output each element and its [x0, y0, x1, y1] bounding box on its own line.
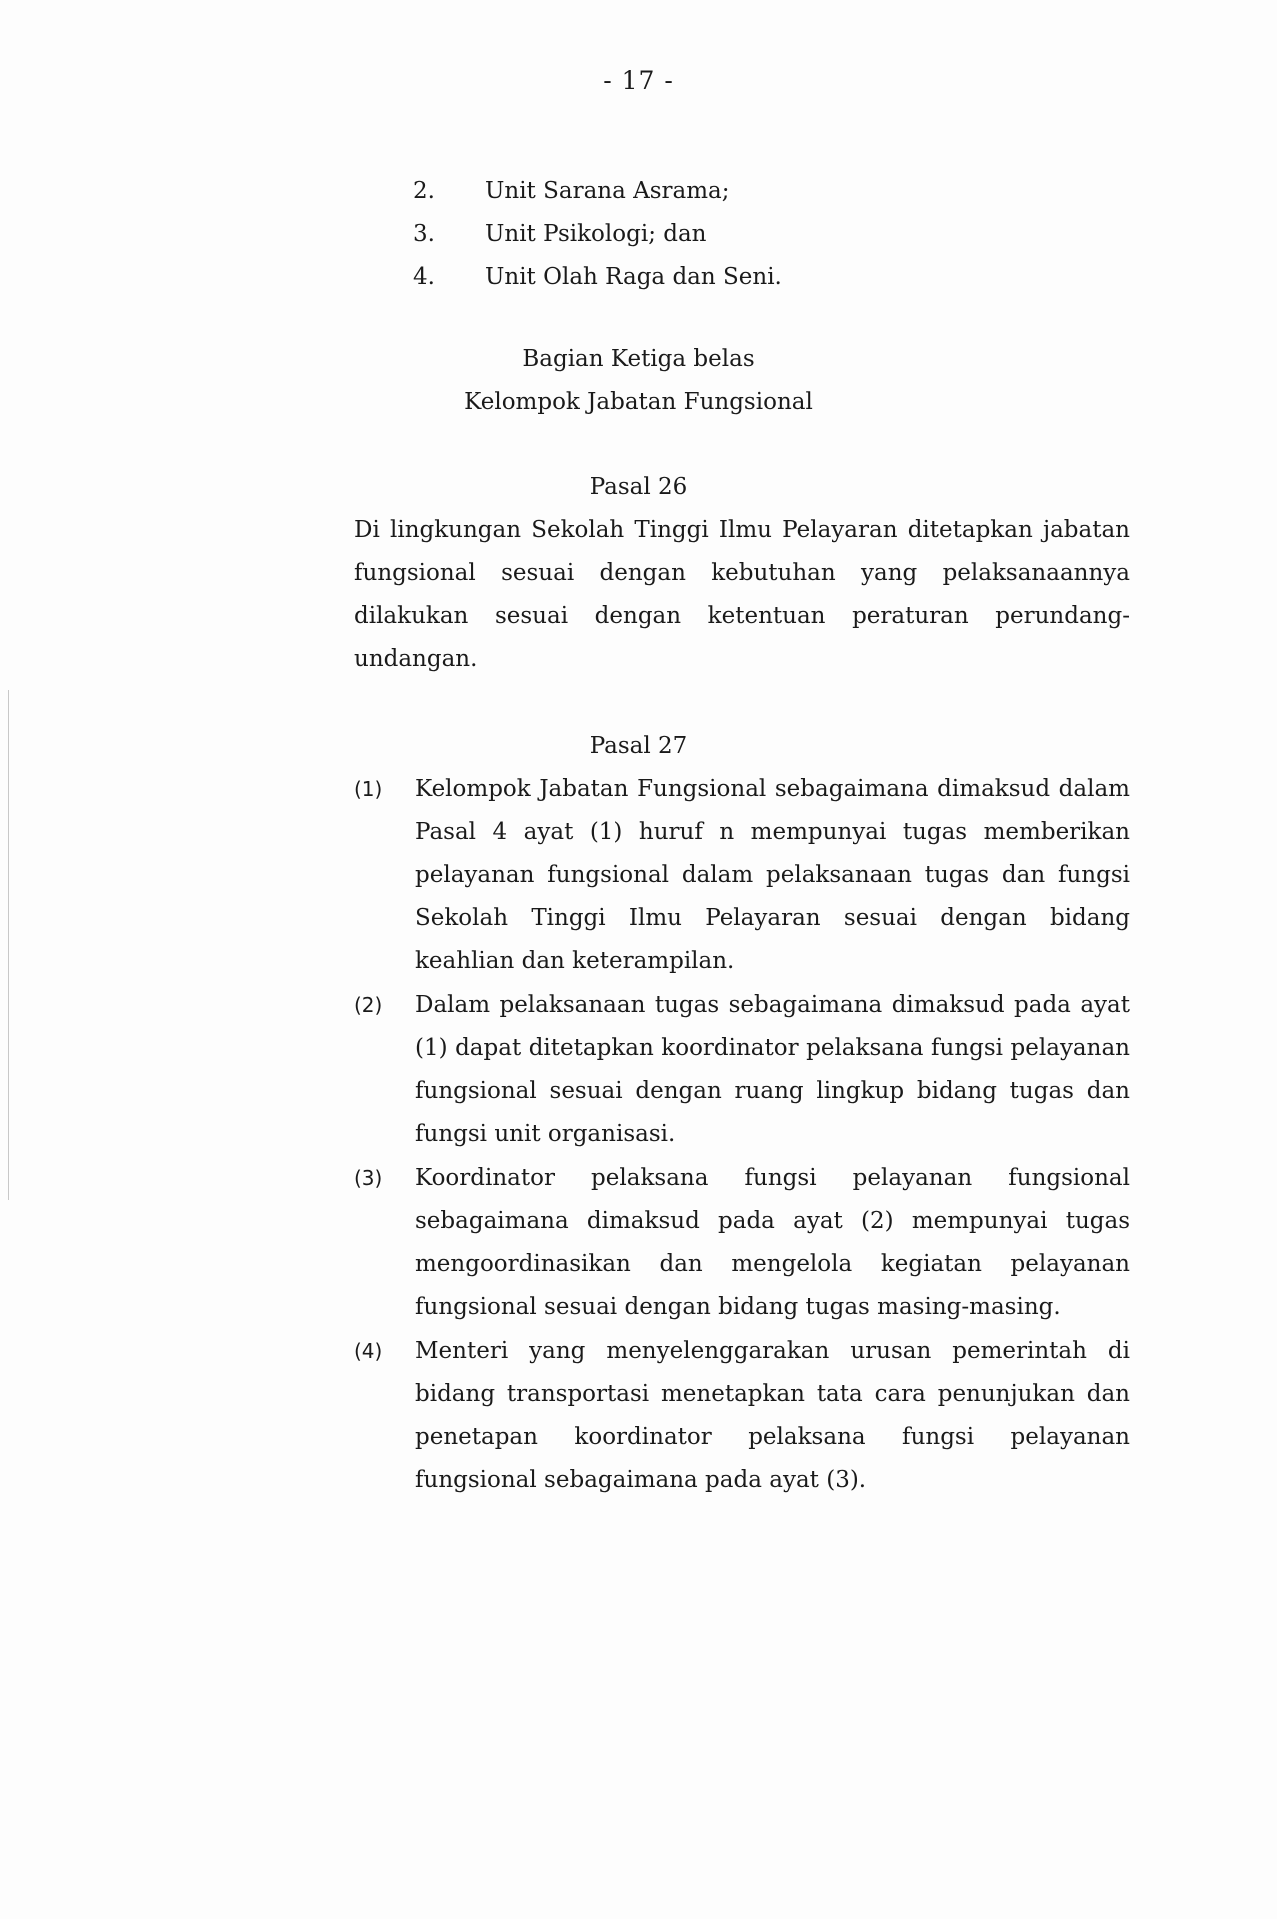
- pasal-27-clause-4: [354, 1330, 1130, 1502]
- clause-text: Koordinator pelaksana fungsi pelayanan fungsional sebagaimana dimaksud pada ayat (2) mempunyai tugas mengoordinasikan dan mengelola kegiatan pelayanan fungsional sesuai dengan bidang tugas masing-masing.: [415, 1165, 1130, 1320]
- list-item-number: 3.: [413, 221, 435, 247]
- list-item-text: Unit Psikologi; dan: [485, 221, 707, 247]
- unit-list: [413, 170, 782, 299]
- clause-text: Kelompok Jabatan Fungsional sebagaimana dimaksud dalam Pasal 4 ayat (1) huruf n mempunyai tugas memberikan pelayanan fungsional dalam pelaksanaan tugas dan fungsi Sekolah Tinggi Ilmu Pelayaran sesuai dengan bidang keahlian dan keterampilan.: [415, 776, 1130, 974]
- section-subtitle: Kelompok Jabatan Fungsional: [464, 389, 813, 415]
- list-item-text: Unit Sarana Asrama;: [485, 178, 730, 204]
- pasal-27-clause-1: [354, 768, 1130, 983]
- pasal-27-clause-2: [354, 984, 1130, 1156]
- clause-number: (4): [354, 1339, 383, 1363]
- pasal-26-text: Di lingkungan Sekolah Tinggi Ilmu Pelayaran ditetapkan jabatan fungsional sesuai dengan kebutuhan yang pelaksanaannya dilakukan sesuai dengan ketentuan peraturan perundang-undangan.: [354, 517, 1130, 672]
- clause-number: (2): [354, 993, 383, 1017]
- clause-number: (1): [354, 777, 383, 801]
- list-item: [413, 213, 782, 256]
- list-item-number: 4.: [413, 264, 435, 290]
- clause-text: Dalam pelaksanaan tugas sebagaimana dimaksud pada ayat (1) dapat ditetapkan koordinator pelaksana fungsi pelayanan fungsional sesuai dengan ruang lingkup bidang tugas dan fungsi unit organisasi.: [415, 992, 1130, 1147]
- list-item-text: Unit Olah Raga dan Seni.: [485, 264, 782, 290]
- clause-number: (3): [354, 1166, 383, 1190]
- clause-text: Menteri yang menyelenggarakan urusan pemerintah di bidang transportasi menetapkan tata cara penunjukan dan penetapan koordinator pelaksana fungsi pelayanan fungsional sebagaimana pada ayat (3).: [415, 1338, 1130, 1493]
- pasal-26-heading: Pasal 26: [589, 474, 688, 500]
- page-number: - 17 -: [603, 66, 674, 95]
- section-title: Bagian Ketiga belas: [522, 346, 755, 372]
- pasal-27-clause-3: [354, 1157, 1130, 1329]
- pasal-27-heading: Pasal 27: [589, 733, 688, 759]
- list-item: [413, 256, 782, 299]
- list-item-number: 2.: [413, 178, 435, 204]
- list-item: [413, 170, 782, 213]
